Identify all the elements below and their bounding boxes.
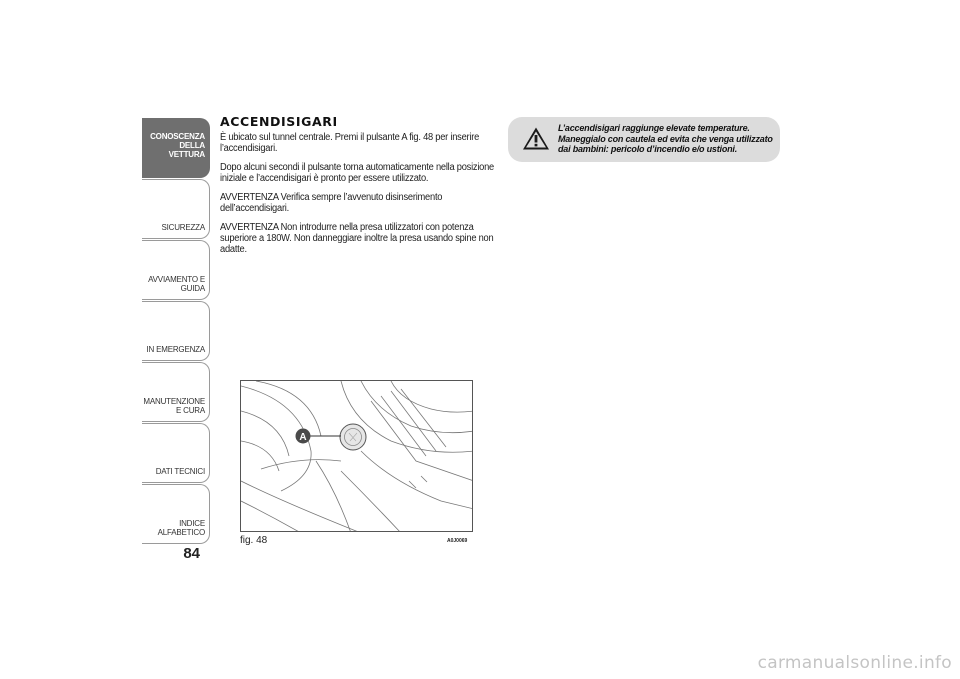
page-number: 84 [183, 545, 200, 562]
tab-in-emergenza[interactable]: IN EMERGENZA [142, 301, 210, 361]
figure-caption: fig. 48 [240, 535, 268, 546]
warning-triangle-icon [522, 126, 550, 151]
figure-code: A0J0069 [447, 538, 468, 544]
tab-dati-tecnici[interactable]: DATI TECNICI [142, 423, 210, 483]
warning-box [508, 117, 780, 162]
cigarette-lighter-illustration [241, 381, 473, 532]
body-text [220, 132, 495, 263]
tab-avviamento-e-guida[interactable]: AVVIAMENTO E GUIDA [142, 240, 210, 300]
paragraph: AVVERTENZA Verifica sempre l’avvenuto disinserimento dell’accendisigari. [220, 192, 443, 214]
figure-illustration [240, 380, 473, 532]
tab-sicurezza[interactable]: SICUREZZA [142, 179, 210, 239]
warning-text: L’accendisigari raggiunge elevate temperature. Maneggialo con cautela ed evita che venga utilizzato dai bambini: pericolo d’incendio e/o ustioni. [558, 123, 773, 154]
section-title: ACCENDISIGARI [220, 114, 338, 129]
callout-label: A [299, 432, 307, 443]
paragraph: AVVERTENZA Non introdurre nella presa utilizzatori con potenza superiore a 180W. Non danneggiare inoltre la presa usando spine non adatte. [220, 222, 494, 255]
paragraph: È ubicato sul tunnel centrale. Premi il pulsante A fig. 48 per inserire l’accendisigari. [220, 132, 480, 154]
tab-indice-alfabetico[interactable]: INDICE ALFABETICO [142, 484, 210, 544]
watermark: carmanualsonline.info [757, 653, 952, 673]
tab-manutenzione-e-cura[interactable]: MANUTENZIONE E CURA [142, 362, 210, 422]
tab-conoscenza-della-vettura[interactable]: CONOSCENZA DELLA VETTURA [142, 118, 210, 178]
paragraph: Dopo alcuni secondi il pulsante torna automaticamente nella posizione iniziale e l’accendisigari è pronto per essere utilizzato. [220, 162, 495, 184]
